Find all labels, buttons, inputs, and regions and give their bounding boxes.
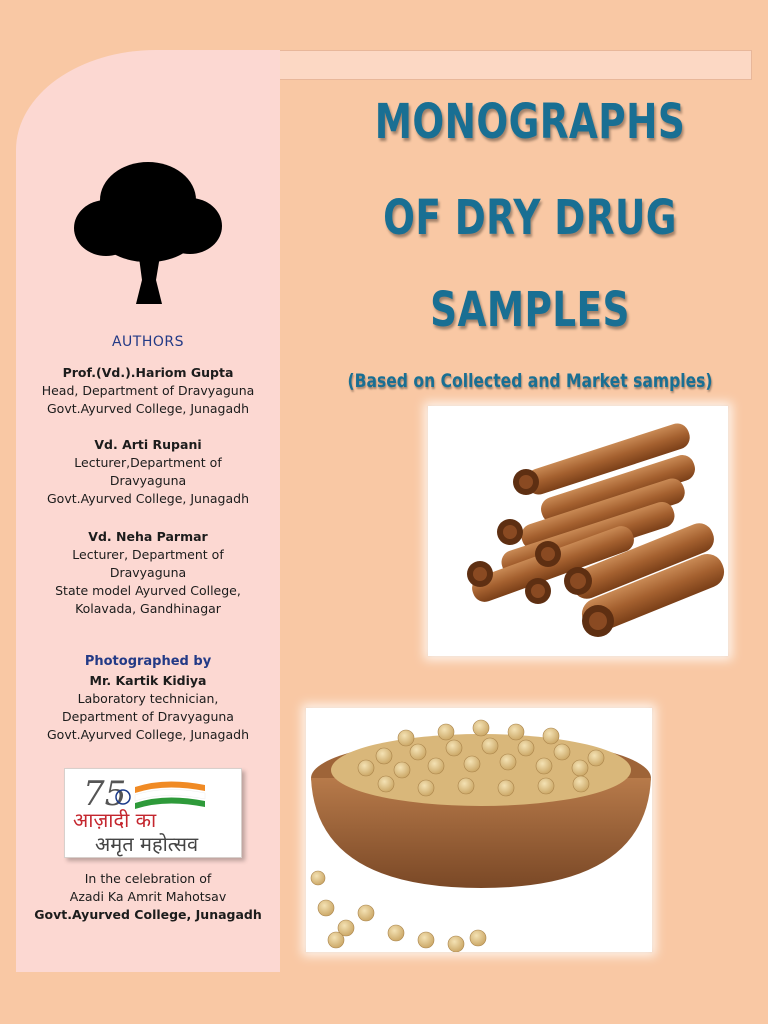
photographed-by-heading: Photographed by	[84, 654, 212, 669]
author-block-1	[16, 364, 280, 418]
authors-heading: AUTHORS	[111, 334, 185, 350]
celebration-block	[16, 870, 280, 924]
logo-graphic	[65, 769, 243, 859]
author-line: Head, Department of Dravyaguna	[41, 383, 255, 398]
author-name: Vd. Arti Rupani	[94, 437, 202, 452]
author-line: Govt.Ayurved College, Junagadh	[47, 401, 249, 416]
logo-number: 75	[83, 774, 127, 814]
author-line: Dravyaguna	[109, 473, 187, 488]
subtitle: (Based on Collected and Market samples)	[347, 370, 713, 392]
author-line: State model Ayurved College,	[55, 583, 241, 598]
author-line: Lecturer, Department of	[72, 547, 224, 562]
author-name: Vd. Neha Parmar	[88, 529, 208, 544]
title-line-3: SAMPLES	[430, 282, 630, 338]
author-name: Prof.(Vd.).Hariom Gupta	[62, 365, 234, 380]
author-block-3	[16, 528, 280, 618]
photographer-block	[16, 672, 280, 744]
title-line-1: MONOGRAPHS	[374, 94, 686, 150]
celebration-line: In the celebration of	[84, 871, 212, 886]
author-line: Govt.Ayurved College, Junagadh	[47, 491, 249, 506]
photographer-line: Department of Dravyaguna	[62, 709, 234, 724]
cinnamon-sticks-image	[428, 406, 728, 656]
logo-line-1: आज़ादी का	[73, 808, 157, 832]
celebration-college: Govt.Ayurved College, Junagadh	[34, 907, 262, 922]
photographer-name: Mr. Kartik Kidiya	[89, 673, 207, 688]
author-line: Kolavada, Gandhinagar	[75, 601, 221, 616]
tree-icon	[72, 160, 224, 306]
celebration-line: Azadi Ka Amrit Mahotsav	[69, 889, 227, 904]
author-block-2	[16, 436, 280, 508]
coriander-seeds-bowl-image	[306, 708, 652, 952]
logo-line-2: अमृत महोत्सव	[95, 832, 199, 856]
top-band	[280, 50, 752, 80]
main-area-curve	[280, 80, 350, 150]
photographer-line: Laboratory technician,	[77, 691, 219, 706]
author-line: Dravyaguna	[109, 565, 187, 580]
author-line: Lecturer,Department of	[74, 455, 222, 470]
title-line-2: OF DRY DRUG	[383, 190, 677, 246]
photographer-line: Govt.Ayurved College, Junagadh	[47, 727, 249, 742]
azadi-ka-amrit-mahotsav-logo	[64, 768, 242, 858]
